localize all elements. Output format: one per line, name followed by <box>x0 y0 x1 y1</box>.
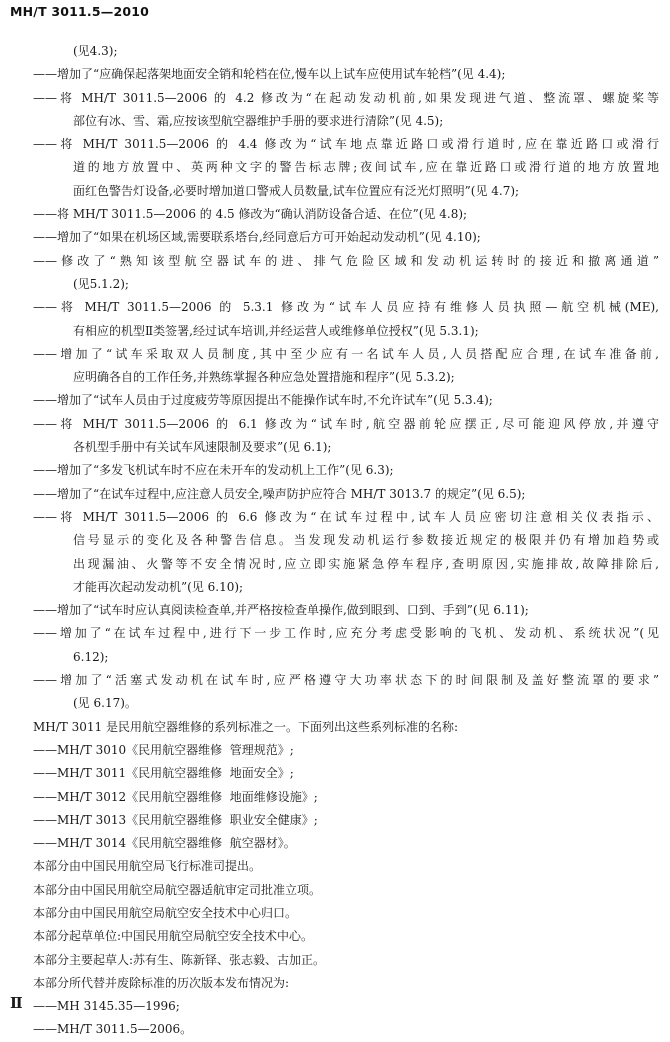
text-line: ——MH/T 3014《民用航空器维修 航空器材》。 <box>33 836 296 851</box>
text-line: 本部分由中国民用航空局航空安全技术中心归口。 <box>33 905 298 920</box>
text-line: ——增加了“活塞式发动机在试车时,应严格遵守大功率状态下的时间限制及盖好整流罩的要求” <box>33 673 659 688</box>
text-line: (见 6.17)。 <box>73 696 137 711</box>
text-line: 道的地方放置中、英两种文字的警告标志牌;夜间试车,应在靠近路口或滑行道的地方放置地 <box>73 160 659 175</box>
text-line: ——修改了“熟知该型航空器试车的进、排气危险区域和发动机运转时的接近和撤离通道” <box>33 253 659 268</box>
text-line: 信号显示的变化及各种警告信息。当发现发动机运行参数接近规定的极限并仍有增加趋势或 <box>73 533 659 548</box>
text-line: 本部分起草单位:中国民用航空局航空安全技术中心。 <box>33 929 314 944</box>
text-line: ——MH/T 3012《民用航空器维修 地面维修设施》; <box>33 789 318 804</box>
text-line: 有相应的机型Ⅱ类签署,经过试车培训,并经运营人或维修单位授权”(见 5.3.1); <box>73 323 479 338</box>
text-line: ——增加了“多发飞机试车时不应在未开车的发动机上工作”(见 6.3); <box>33 463 394 478</box>
text-line: MH/T 3011 是民用航空器维修的系列标准之一。下面列出这些系列标准的名称: <box>33 719 459 734</box>
text-line: ——增加了“试车人员由于过度疲劳等原因提出不能操作试车时,不允许试车”(见 5.3.4); <box>33 393 493 408</box>
text-line: ——将 MH/T 3011.5—2006 的 4.5 修改为“确认消防设备合适、在位”(见 4.8); <box>33 207 468 222</box>
text-line: ——将 MH/T 3011.5—2006 的 6.6 修改为“在试车过程中,试车人员应密切注意相关仪表指示、 <box>33 509 659 524</box>
text-line: 部位有冰、雪、霜,应按该型航空器维护手册的要求进行清除”(见 4.5); <box>73 113 444 128</box>
foreword-body <box>33 40 659 1042</box>
text-line: 本部分所代替并废除标准的历次版本发布情况为: <box>33 975 290 990</box>
text-line: ——增加了“如果在机场区域,需要联系塔台,经同意后方可开始起动发动机”(见 4.10); <box>33 230 481 245</box>
text-line: 各机型手册中有关试车风速限制及要求”(见 6.1); <box>73 440 332 455</box>
text-line: ——增加了“应确保起落架地面安全销和轮档在位,慢车以上试车应使用试车轮档”(见 4.4); <box>33 67 506 82</box>
text-line: 面红色警告灯设备,必要时增加道口警戒人员数量,试车位置应有泛光灯照明”(见 4.7); <box>73 183 520 198</box>
standard-code-header: MH/T 3011.5—2010 <box>10 4 150 19</box>
text-line: 6.12); <box>73 649 109 664</box>
text-line: ——将 MH/T 3011.5—2006 的 4.2 修改为“在起动发动机前,如果发现进气道、整流罩、螺旋桨等 <box>33 90 659 105</box>
text-line: 本部分由中国民用航空局飞行标准司提出。 <box>33 859 262 874</box>
text-line: ——增加了“在试车过程中,进行下一步工作时,应充分考虑受影响的飞机、发动机、系统状况”(见 <box>33 626 659 641</box>
page-number: Ⅱ <box>10 994 22 1012</box>
text-line: 出现漏油、火警等不安全情况时,应立即实施紧急停车程序,查明原因,实施排故,故障排除后, <box>73 556 659 571</box>
text-line: ——MH/T 3013《民用航空器维修 职业安全健康》; <box>33 812 318 827</box>
text-line: ——将 MH/T 3011.5—2006 的 5.3.1 修改为“试车人员应持有维修人员执照—航空机械(ME), <box>33 300 659 315</box>
text-line: ——MH/T 3011.5—2006。 <box>33 1022 193 1037</box>
text-line: ——MH/T 3011《民用航空器维修 地面安全》; <box>33 766 294 781</box>
text-line: ——MH 3145.35—1996; <box>33 999 180 1014</box>
text-line: (见4.3); <box>73 44 118 58</box>
text-line: ——MH/T 3010《民用航空器维修 管理规范》; <box>33 742 294 757</box>
text-line: 才能再次起动发动机”(见 6.10); <box>73 579 244 594</box>
text-line: ——将 MH/T 3011.5—2006 的 6.1 修改为“试车时,航空器前轮应摆正,尽可能迎风停放,并遵守 <box>33 416 659 431</box>
text-line: 应明确各自的工作任务,并熟练掌握各种应急处置措施和程序”(见 5.3.2); <box>73 370 455 385</box>
text-line: 本部分由中国民用航空局航空器适航审定司批准立项。 <box>33 882 322 897</box>
text-line: ——将 MH/T 3011.5—2006 的 4.4 修改为“试车地点靠近路口或滑行道时,应在靠近路口或滑行 <box>33 137 659 152</box>
text-line: ——增加了“试车时应认真阅读检查单,并严格按检查单操作,做到眼到、口到、手到”(见 6.11); <box>33 603 529 618</box>
text-line: ——增加了“在试车过程中,应注意人员安全,噪声防护应符合 MH/T 3013.7 的规定”(见 6.5); <box>33 486 526 501</box>
text-line: 本部分主要起草人:苏有生、陈新铎、张志毅、古加正。 <box>33 952 326 967</box>
text-line: (见5.1.2); <box>73 276 129 291</box>
text-line: ——增加了“试车采取双人员制度,其中至少应有一名试车人员,人员搭配应合理,在试车准备前, <box>33 346 659 361</box>
